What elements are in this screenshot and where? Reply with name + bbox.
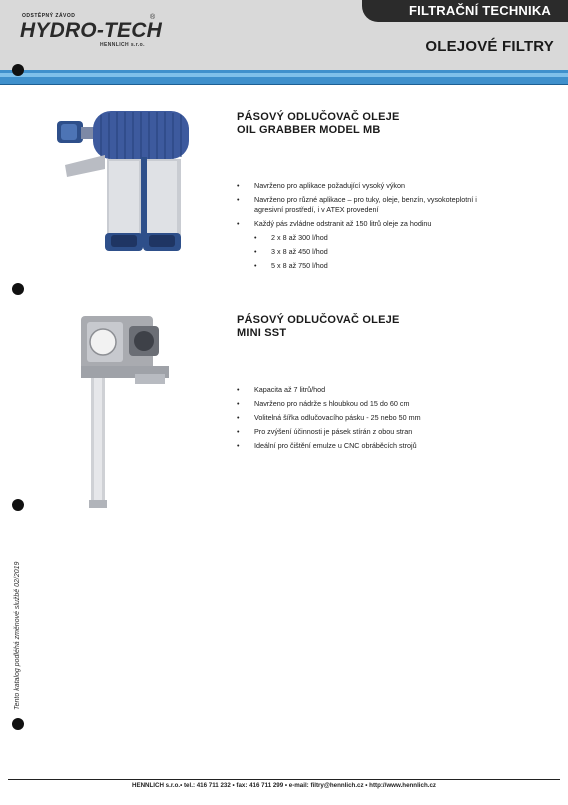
feature-list-mini-sst [237,381,421,451]
mini-sst-image [75,312,175,512]
category-title: FILTRAČNÍ TECHNIKA [409,3,552,18]
feature-list-mb [237,177,477,271]
feature-item: • Ideální pro čištění emulze u CNC obráběcích strojů [237,441,421,451]
logo-registered-mark: ® [150,14,156,21]
feature-item: • Každý pás zvládne odstranit až 150 litrů oleje za hodinu [237,219,477,229]
product-title-line: MINI SST [237,327,287,339]
section-title: OLEJOVÉ FILTRY [425,38,554,55]
product-title-line: OIL GRABBER MODEL MB [237,124,381,136]
feature-item: • Volitelná šířka odlučovacího pásku - 25 nebo 50 mm [237,413,421,423]
feature-item-continuation-text: agresivní prostředí, i v ATEX provedení [254,205,379,214]
binder-hole [12,283,24,295]
feature-subitem: • 2 x 8 až 300 l/hod [237,233,477,243]
header-stripe-edge [0,84,568,85]
header-stripe-highlight [0,73,568,77]
product-title-line: PÁSOVÝ ODLUČOVAČ OLEJE [237,111,400,123]
product-title-line: PÁSOVÝ ODLUČOVAČ OLEJE [237,314,400,326]
feature-item: • Navrženo pro nádrže s hloubkou od 15 do 60 cm [237,399,421,409]
feature-item: • Pro zvýšení účinnosti je pásek stírán z obou stran [237,427,421,437]
feature-item: • Navrženo pro aplikace požadující vysoký výkon [237,181,477,191]
catalog-notice: Tento katalog podléhá změnové službě 02/2019 [14,561,21,710]
logo-company: HENNLICH s.r.o. [100,42,145,48]
feature-subitem: • 3 x 8 až 450 l/hod [237,247,477,257]
product-title-mini-sst [237,314,400,340]
oil-grabber-mb-image [55,107,195,257]
footer-contact: HENNLICH s.r.o.• tel.: 416 711 232 • fax: 416 711 299 • e-mail: filtry@hennlich.cz • http://www.hennlich.cz [131,782,436,789]
feature-subitem: • 5 x 8 až 750 l/hod [237,261,477,271]
footer-divider [8,779,560,780]
feature-item: • Navrženo pro různé aplikace – pro tuky, oleje, benzín, vysokoteplotní i [237,195,477,205]
binder-hole [12,499,24,511]
binder-hole [12,64,24,76]
feature-item: • Kapacita až 7 litrů/hod [237,385,421,395]
logo-tagline: ODSTĚPNÝ ZÁVOD [22,13,76,19]
feature-item-continuation [237,205,477,215]
product-title-mb [237,111,400,137]
binder-hole [12,718,24,730]
logo-wordmark: HYDRO-TECH [20,19,162,42]
